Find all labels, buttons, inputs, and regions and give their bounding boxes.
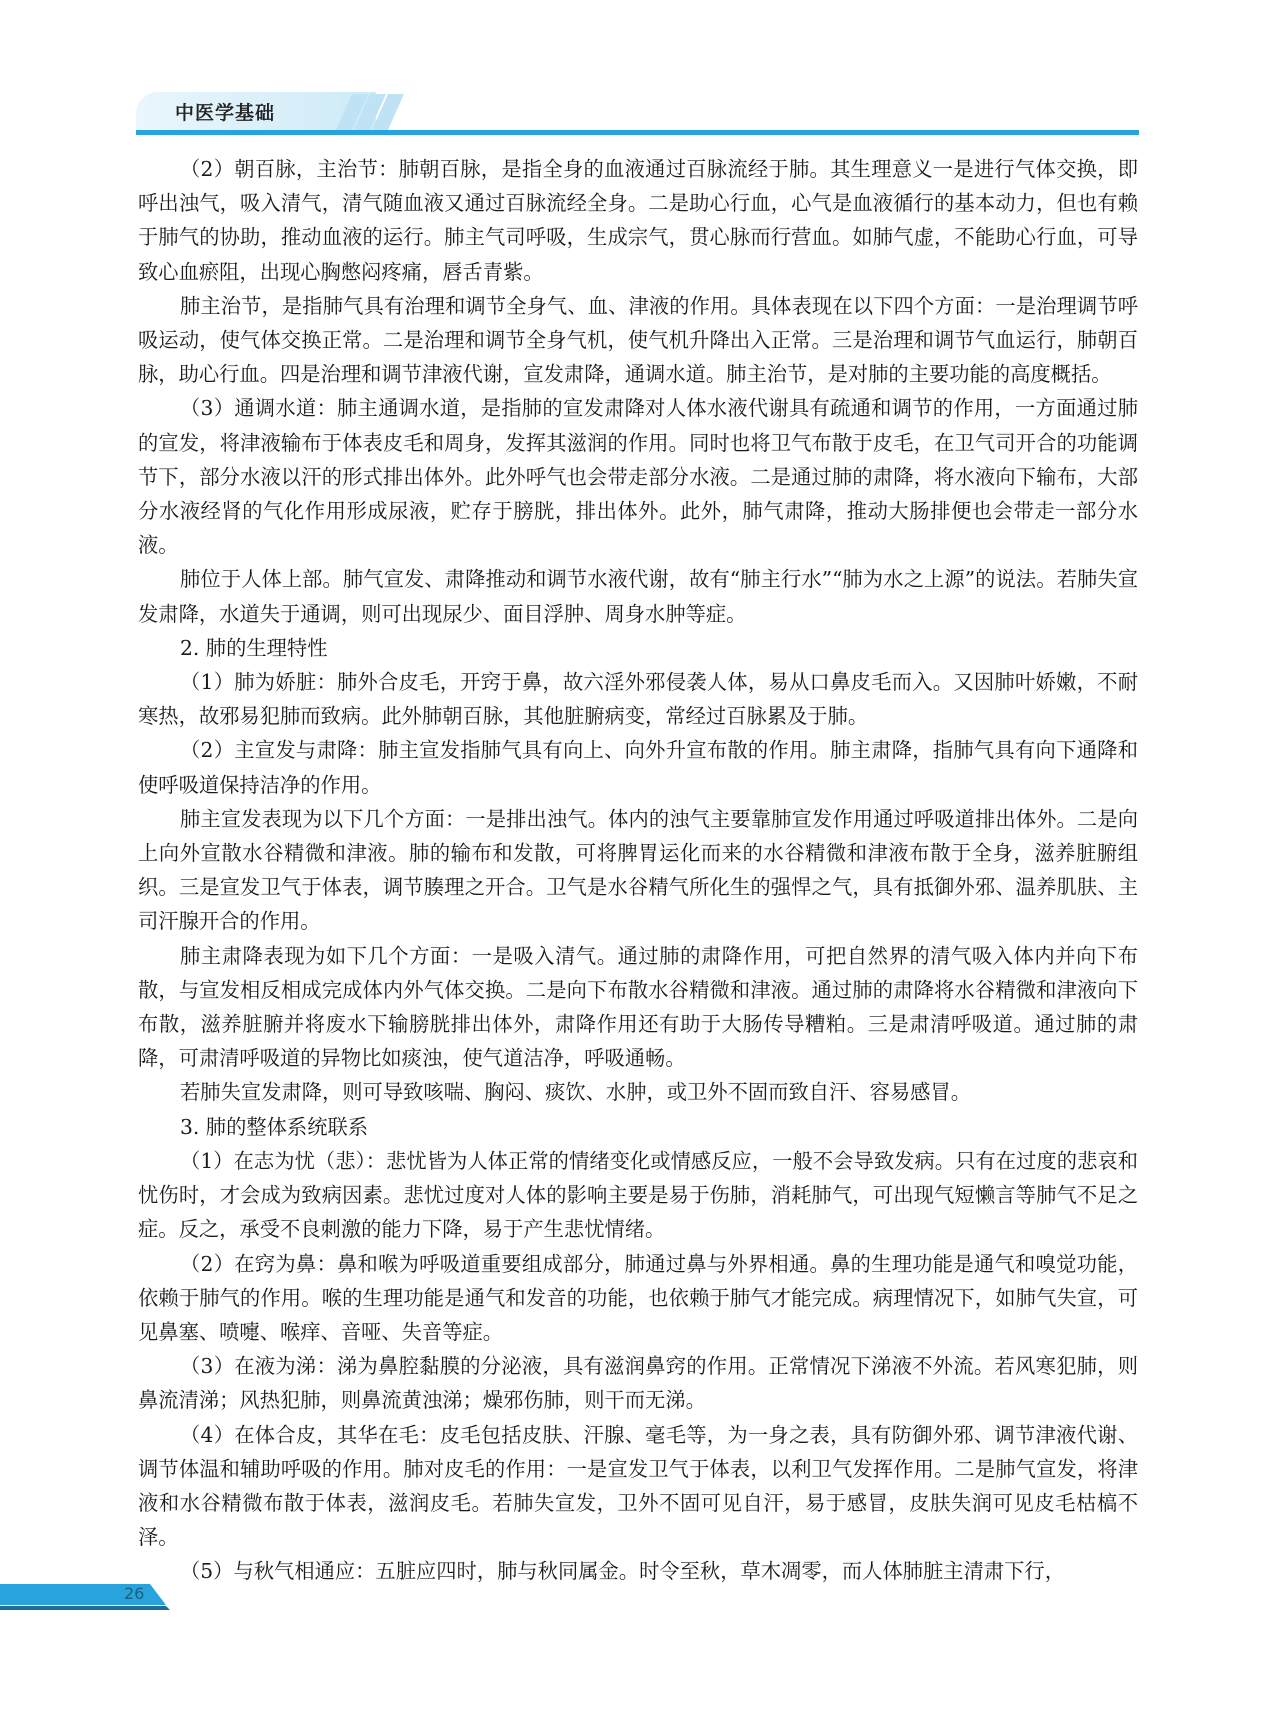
paragraph: （1）在志为忧（悲）：悲忧皆为人体正常的情绪变化或情感反应，一般不会导致发病。只有在过度的悲哀和忧伤时，才会成为致病因素。悲忧过度对人体的影响主要是易于伤肺，消耗肺气，可出现气短懒言等肺气不足之症。反之，承受不良刺激的能力下降，易于产生悲忧情绪。 — [138, 1148, 1138, 1242]
header-rule — [136, 130, 1139, 135]
paragraph: （3）通调水道：肺主通调水道，是指肺的宣发肃降对人体水液代谢具有疏通和调节的作用，一方面通过肺的宣发，将津液输布于体表皮毛和周身，发挥其滋润的作用。同时也将卫气布散于皮毛，在卫气司开合的功能调节下，部分水液以汗的形式排出体外。此外呼气也会带走部分水液。二是通过肺的肃降，将水液向下输布，大部分水液经肾的气化作用形成尿液，贮存于膀胱，排出体外。此外，肺气肃降，推动大肠排便也会带走一部分水液。 — [138, 396, 1138, 558]
paragraph: （3）在液为涕：涕为鼻腔黏膜的分泌液，具有滋润鼻窍的作用。正常情况下涕液不外流。若风寒犯肺，则鼻流清涕；风热犯肺，则鼻流黄浊涕；燥邪伤肺，则干而无涕。 — [138, 1354, 1138, 1413]
section-heading: 3. 肺的整体系统联系 — [180, 1114, 369, 1139]
paragraph: 肺主肃降表现为如下几个方面：一是吸入清气。通过肺的肃降作用，可把自然界的清气吸入体内并向下布散，与宣发相反相成完成体内外气体交换。二是向下布散水谷精微和津液。通过肺的肃降将水谷精微和津液向下布散，滋养脏腑并将废水下输膀胱排出体外，肃降作用还有助于大肠传导糟粕。三是肃清呼吸道。通过肺的肃降，可肃清呼吸道的异物比如痰浊，使气道洁净，呼吸通畅。 — [138, 943, 1138, 1071]
paragraph: （2）在窍为鼻：鼻和喉为呼吸道重要组成部分，肺通过鼻与外界相通。鼻的生理功能是通气和嗅觉功能，依赖于肺气的作用。喉的生理功能是通气和发音的功能，也依赖于肺气才能完成。病理情况下，如肺气失宣，可见鼻塞、喷嚏、喉痒、音哑、失音等症。 — [138, 1251, 1138, 1344]
paragraph: （2）主宣发与肃降：肺主宣发指肺气具有向上、向外升宣布散的作用。肺主肃降，指肺气具有向下通降和使呼吸道保持洁净的作用。 — [138, 738, 1138, 797]
paragraph: 肺位于人体上部。肺气宣发、肃降推动和调节水液代谢，故有“肺主行水”“肺为水之上源”的说法。若肺失宣发肃降，水道失于通调，则可出现尿少、面目浮肿、周身水肿等症。 — [138, 567, 1138, 626]
paragraph: （1）肺为娇脏：肺外合皮毛，开窍于鼻，故六淫外邪侵袭人体，易从口鼻皮毛而入。又因肺叶娇嫩，不耐寒热，故邪易犯肺而致病。此外肺朝百脉，其他脏腑病变，常经过百脉累及于肺。 — [138, 670, 1138, 729]
book-title: 中医学基础 — [175, 102, 276, 124]
paragraph: （5）与秋气相通应：五脏应四时，肺与秋同属金。时令至秋，草木凋零，而人体肺脏主清肃下行， — [180, 1559, 1065, 1584]
paragraph: （2）朝百脉，主治节：肺朝百脉，是指全身的血液通过百脉流经于肺。其生理意义一是进行气体交换，即呼出浊气，吸入清气，清气随血液又通过百脉流经全身。二是助心行血，心气是血液循行的基本动力，但也有赖于肺气的协助，推动血液的运行。肺主气司呼吸，生成宗气，贯心脉而行营血。如肺气虚，不能助心行血，可导致心血瘀阻，出现心胸憋闷疼痛，唇舌青紫。 — [138, 157, 1138, 284]
paragraph: 肺主宣发表现为以下几个方面：一是排出浊气。体内的浊气主要靠肺宣发作用通过呼吸道排出体外。二是向上向外宣散水谷精微和津液。肺的输布和发散，可将脾胃运化而来的水谷精微和津液布散于全身，滋养脏腑组织。三是宣发卫气于体表，调节腠理之开合。卫气是水谷精气所化生的强悍之气，具有抵御外邪、温养肌肤、主司汗腺开合的作用。 — [138, 806, 1138, 934]
paragraph: （4）在体合皮，其华在毛：皮毛包括皮肤、汗腺、毫毛等，为一身之表，具有防御外邪、调节津液代谢、调节体温和辅助呼吸的作用。肺对皮毛的作用：一是宣发卫气于体表，以利卫气发挥作用。二是肺气宣发，将津液和水谷精微布散于体表，滋润皮毛。若肺失宣发，卫外不固可见自汗，易于感冒，皮肤失润可见皮毛枯槁不泽。 — [138, 1422, 1138, 1550]
page-number-tab — [0, 1583, 180, 1613]
header-stripes-decoration — [324, 92, 404, 132]
main-text — [138, 152, 1138, 1589]
page-number: 26 — [124, 1584, 145, 1603]
paragraph: 肺主治节，是指肺气具有治理和调节全身气、血、津液的作用。具体表现在以下四个方面：一是治理调节呼吸运动，使气体交换正常。二是治理和调节全身气机，使气机升降出入正常。三是治理和调节气血运行，肺朝百脉，助心行血。四是治理和调节津液代谢，宣发肃降，通调水道。肺主治节，是对肺的主要功能的高度概括。 — [138, 293, 1138, 387]
page-header — [0, 0, 1275, 140]
section-heading: 2. 肺的生理特性 — [180, 635, 328, 660]
paragraph: 若肺失宣发肃降，则可导致咳喘、胸闷、痰饮、水肿，或卫外不固而致自汗、容易感冒。 — [180, 1080, 971, 1105]
